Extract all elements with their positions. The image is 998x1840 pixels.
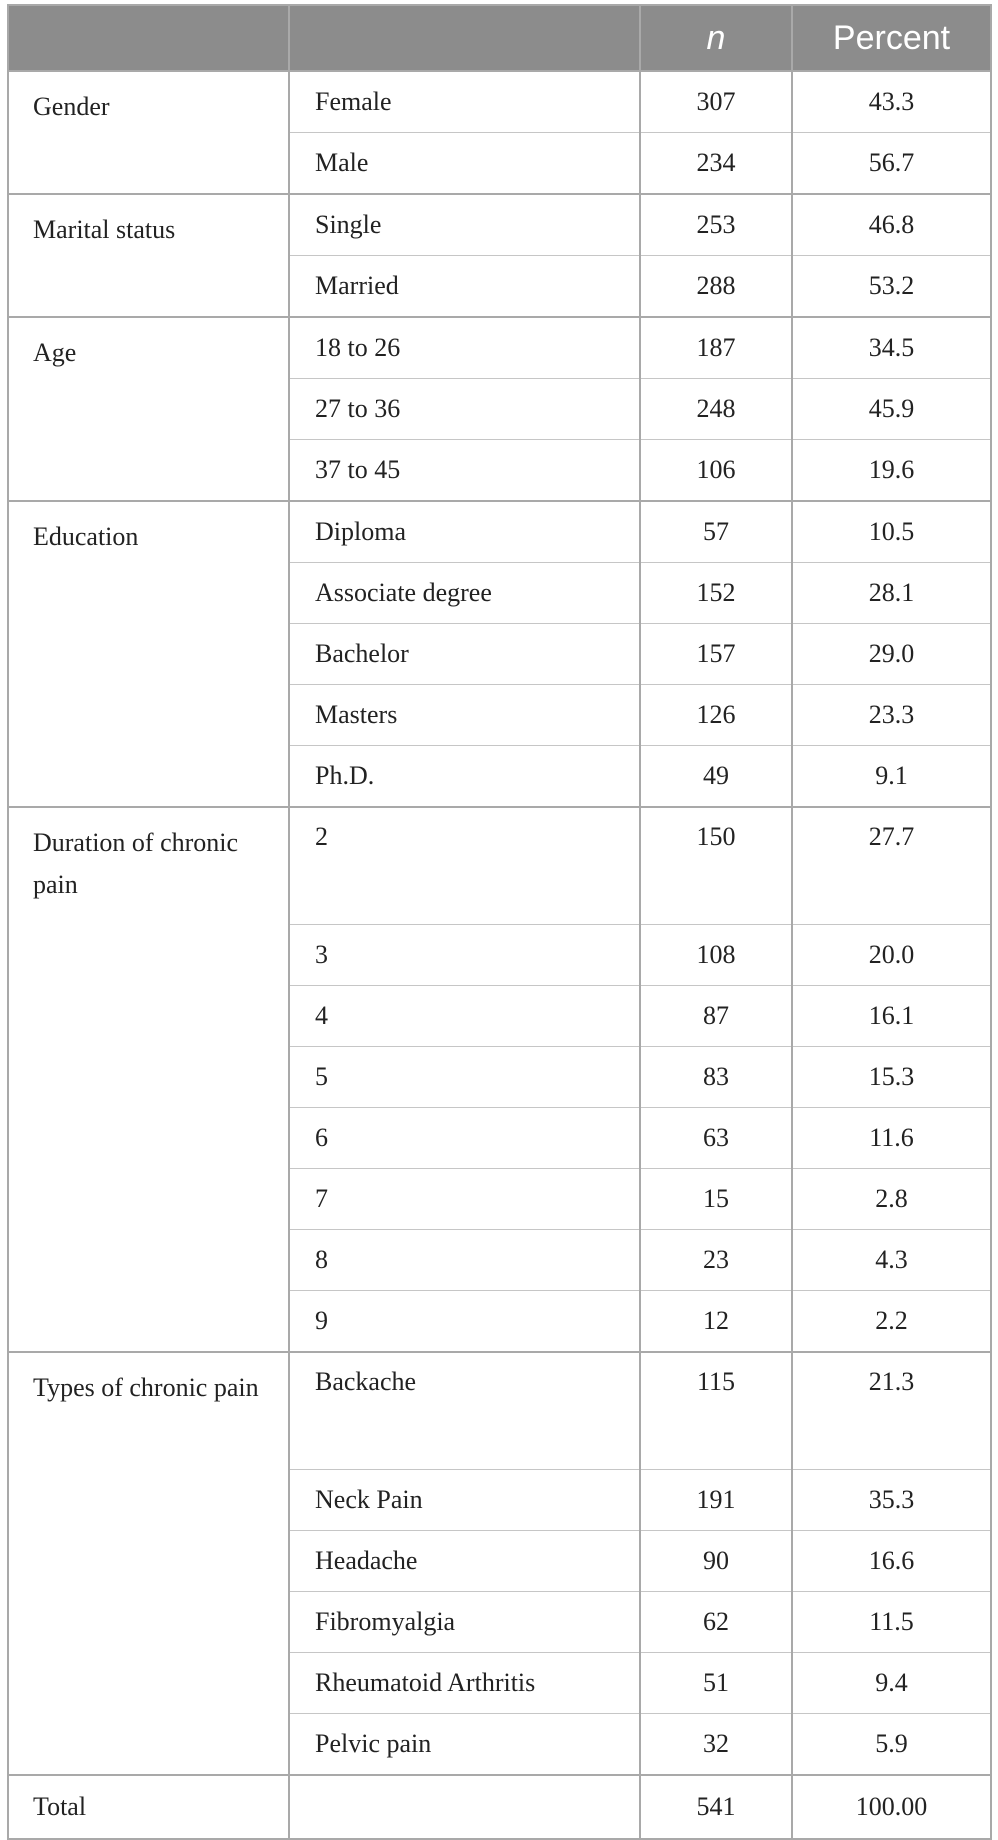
row-percent: 21.3 <box>792 1352 991 1470</box>
row-percent: 45.9 <box>792 379 991 440</box>
category-duration-of-chronic-pain: Duration of chronic pain <box>8 807 289 1352</box>
row-percent: 34.5 <box>792 317 991 379</box>
row-percent: 4.3 <box>792 1230 991 1291</box>
row-n: 191 <box>640 1470 792 1531</box>
row-label: 27 to 36 <box>289 379 640 440</box>
row-label: 37 to 45 <box>289 440 640 502</box>
row-percent: 16.6 <box>792 1531 991 1592</box>
row-label: Ph.D. <box>289 746 640 808</box>
row-n: 87 <box>640 986 792 1047</box>
demographics-table <box>7 4 992 1840</box>
table-row <box>8 71 991 133</box>
row-n: 248 <box>640 379 792 440</box>
row-percent: 2.8 <box>792 1169 991 1230</box>
row-percent: 28.1 <box>792 563 991 624</box>
row-n: 152 <box>640 563 792 624</box>
row-label: Female <box>289 71 640 133</box>
table-row <box>8 194 991 256</box>
row-label: 3 <box>289 925 640 986</box>
total-label: Total <box>8 1775 289 1839</box>
header-subcategory <box>289 5 640 71</box>
row-percent: 29.0 <box>792 624 991 685</box>
row-label: Masters <box>289 685 640 746</box>
row-n: 63 <box>640 1108 792 1169</box>
row-label: Rheumatoid Arthritis <box>289 1653 640 1714</box>
table-row <box>8 501 991 563</box>
row-label: 6 <box>289 1108 640 1169</box>
row-n: 62 <box>640 1592 792 1653</box>
row-percent: 10.5 <box>792 501 991 563</box>
total-row <box>8 1775 991 1839</box>
row-n: 83 <box>640 1047 792 1108</box>
row-n: 51 <box>640 1653 792 1714</box>
row-label: Diploma <box>289 501 640 563</box>
row-n: 307 <box>640 71 792 133</box>
row-n: 115 <box>640 1352 792 1470</box>
row-label: 8 <box>289 1230 640 1291</box>
table-row <box>8 1352 991 1470</box>
row-n: 106 <box>640 440 792 502</box>
total-empty-cell <box>289 1775 640 1839</box>
row-percent: 15.3 <box>792 1047 991 1108</box>
row-percent: 9.4 <box>792 1653 991 1714</box>
row-percent: 11.6 <box>792 1108 991 1169</box>
header-row <box>8 5 991 71</box>
row-n: 90 <box>640 1531 792 1592</box>
row-percent: 19.6 <box>792 440 991 502</box>
category-marital-status: Marital status <box>8 194 289 317</box>
row-percent: 46.8 <box>792 194 991 256</box>
row-label: Bachelor <box>289 624 640 685</box>
header-percent: Percent <box>792 5 991 71</box>
category-types-of-chronic-pain: Types of chronic pain <box>8 1352 289 1775</box>
row-percent: 27.7 <box>792 807 991 925</box>
row-label: Male <box>289 133 640 195</box>
row-percent: 56.7 <box>792 133 991 195</box>
row-label: 9 <box>289 1291 640 1353</box>
row-label: Neck Pain <box>289 1470 640 1531</box>
row-n: 57 <box>640 501 792 563</box>
category-education: Education <box>8 501 289 807</box>
header-category <box>8 5 289 71</box>
row-n: 150 <box>640 807 792 925</box>
total-percent: 100.00 <box>792 1775 991 1839</box>
row-label: Single <box>289 194 640 256</box>
total-n: 541 <box>640 1775 792 1839</box>
row-n: 15 <box>640 1169 792 1230</box>
row-percent: 20.0 <box>792 925 991 986</box>
row-percent: 43.3 <box>792 71 991 133</box>
row-percent: 53.2 <box>792 256 991 318</box>
row-label: Fibromyalgia <box>289 1592 640 1653</box>
row-n: 187 <box>640 317 792 379</box>
row-label: Headache <box>289 1531 640 1592</box>
row-percent: 2.2 <box>792 1291 991 1353</box>
category-gender: Gender <box>8 71 289 194</box>
row-percent: 9.1 <box>792 746 991 808</box>
row-percent: 16.1 <box>792 986 991 1047</box>
row-n: 126 <box>640 685 792 746</box>
table-row <box>8 807 991 925</box>
row-label: 4 <box>289 986 640 1047</box>
row-label: 2 <box>289 807 640 925</box>
row-label: 18 to 26 <box>289 317 640 379</box>
row-label: Pelvic pain <box>289 1714 640 1776</box>
row-n: 32 <box>640 1714 792 1776</box>
row-n: 12 <box>640 1291 792 1353</box>
row-label: 5 <box>289 1047 640 1108</box>
row-percent: 5.9 <box>792 1714 991 1776</box>
category-age: Age <box>8 317 289 501</box>
row-label: Married <box>289 256 640 318</box>
row-n: 49 <box>640 746 792 808</box>
row-n: 288 <box>640 256 792 318</box>
header-n: n <box>640 5 792 71</box>
row-label: 7 <box>289 1169 640 1230</box>
row-n: 157 <box>640 624 792 685</box>
table-row <box>8 317 991 379</box>
row-percent: 11.5 <box>792 1592 991 1653</box>
row-label: Associate degree <box>289 563 640 624</box>
row-n: 234 <box>640 133 792 195</box>
row-n: 108 <box>640 925 792 986</box>
row-n: 23 <box>640 1230 792 1291</box>
row-percent: 23.3 <box>792 685 991 746</box>
row-percent: 35.3 <box>792 1470 991 1531</box>
row-label: Backache <box>289 1352 640 1470</box>
row-n: 253 <box>640 194 792 256</box>
